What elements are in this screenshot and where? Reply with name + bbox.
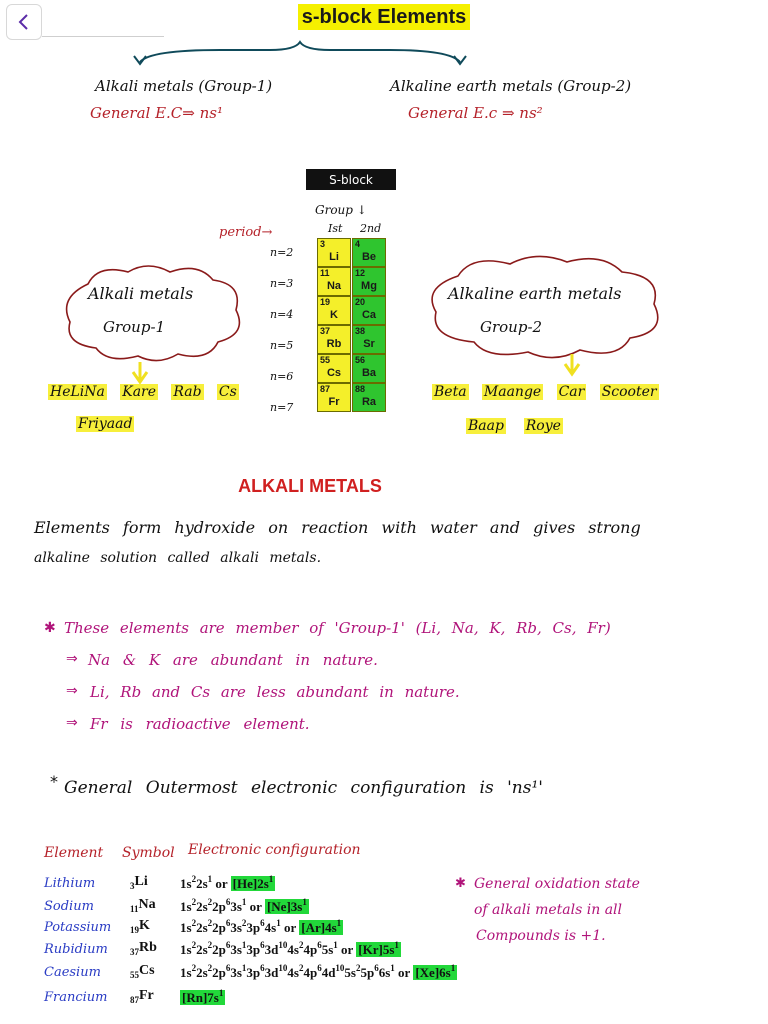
period-number: n=3 [270,277,294,290]
config-caesium: $1s^22s^22p^63s^13p^63d^{10}4s^24p^64d^{10}5s^25p^66s^1$ or $[Xe]6s^1$ [180,963,456,980]
symbol-text: Rb [139,940,157,955]
element-name: Lithium [44,876,96,891]
group1-column-label: Ist [328,222,343,235]
symbol-text: Cs [139,963,155,978]
period-label: period→ [219,225,273,240]
atomic-number: 19 [130,924,139,935]
section-heading: ALKALI METALS [238,476,382,496]
cloud-left-line2: Group-1 [103,318,166,336]
element-cell [317,383,351,412]
element-symbol [130,897,156,914]
or-word: or [215,876,228,891]
sblock-label: S-block [306,169,396,190]
mnemonic-word: Baap [468,418,504,434]
element-cell [317,296,351,325]
config-sodium: $1s^22s^22p^63s^1$ or $[Ne]3s^1$ [180,897,307,914]
period-number: n=6 [270,370,294,383]
atomic-number: 55 [130,969,139,980]
element-cell [352,354,386,383]
element-cell [352,383,386,412]
atomic-number: 3 [320,239,326,249]
atomic-number: 19 [320,297,331,307]
cloud-left-line1: Alkali metals [88,284,194,303]
element-symbol: Li [329,251,339,263]
config-potassium: $1s^22s^22p^63s^23p^64s^1$ or $[Ar]4s^1$ [180,918,342,935]
element-symbol: Ba [361,367,377,379]
period-number: n=5 [270,339,294,352]
atomic-number: 87 [320,384,331,394]
element-cell [317,354,351,383]
cloud-right [422,250,672,364]
symbol-text: Li [134,874,148,889]
group2-column-label: 2nd [360,222,382,235]
or-word: or [398,965,411,980]
col-header-symbol: Symbol [122,845,175,861]
config-rubidium: $1s^22s^22p^63s^13p^63d^{10}4s^24p^65s^1$ or $[Kr]5s^1$ [180,940,399,957]
element-name: Francium [44,990,108,1005]
star-icon: * [50,772,58,791]
element-symbol: Na [326,280,342,292]
mnemonic-word: Rab [173,384,202,400]
cloud-left [58,262,248,366]
symbol-text: Fr [139,988,154,1003]
element-name: Sodium [44,899,94,914]
symbol-text: K [139,918,150,933]
note-line3: Compounds is +1. [476,928,606,944]
element-symbol: Sr [363,338,375,350]
point-radioactive: Fr is radioactive element. [90,715,310,733]
implies-icon: ⇒ [66,683,78,699]
element-symbol [130,940,157,957]
element-symbol: Mg [361,280,377,292]
general-config: General Outermost electronic configuration is 'ns¹' [64,778,543,798]
element-symbol: K [330,309,338,321]
arrow-down-icon [130,360,150,386]
atomic-number: 11 [320,268,330,278]
star-icon: ✱ [44,620,56,636]
mnemonic-word: Cs [218,384,237,400]
mnemonic-right-2 [466,418,563,434]
element-symbol [130,918,150,935]
atomic-number: 12 [355,268,366,278]
cloud-right-line2: Group-2 [480,318,543,336]
star-icon: ✱ [455,876,466,891]
period-number: n=4 [270,308,294,321]
arrow-down-icon [562,352,582,378]
symbol-text: Na [138,897,156,912]
mnemonic-word: Beta [434,384,467,400]
point-abundant: Na & K are abundant in nature. [88,651,378,669]
element-symbol [130,874,148,891]
header-divider [42,36,164,37]
element-symbol: Fr [328,396,340,408]
note-line1: General oxidation state [474,876,640,892]
element-name: Potassium [44,920,112,935]
mnemonic-word: Scooter [601,384,657,400]
col-header-config: Electronic configuration [188,842,361,858]
note-line2: of alkali metals in all [474,902,623,918]
element-cell [317,238,351,267]
element-symbol [130,963,155,980]
atomic-number: 88 [355,384,366,394]
element-symbol: Cs [326,367,342,379]
atomic-number: 87 [130,994,139,1005]
point-group1: These elements are member of 'Group-1' (Li, Na, K, Rb, Cs, Fr) [64,619,611,637]
group1-general-ec: General E.C⇒ ns¹ [90,104,223,122]
mnemonic-word: Kare [122,384,157,400]
element-symbol: Ra [361,396,377,408]
group-label: Group ↓ [315,203,367,217]
page-title: s-block Elements [0,6,768,29]
element-cell [352,238,386,267]
mnemonic-left [48,384,239,400]
mnemonic-word: Friyaad [78,416,133,432]
definition-line2: alkaline solution called alkali metals. [34,550,322,566]
atomic-number: 56 [355,355,366,365]
group2-title: Alkaline earth metals (Group-2) [390,77,632,95]
element-name: Caesium [44,965,101,980]
or-word: or [341,942,354,957]
mnemonic-right [432,384,659,400]
group1-title: Alkali metals (Group-1) [95,77,273,95]
element-cell [352,267,386,296]
cloud-right-line1: Alkaline earth metals [448,284,622,303]
atomic-number: 38 [355,326,366,336]
atomic-number: 37 [130,946,139,957]
atomic-number: 3 [130,880,135,891]
mnemonic-word: Car [558,384,585,400]
element-cell [352,325,386,354]
config-francium: $[Rn]7s^1$ [182,988,224,1005]
mnemonic-left-2 [76,416,134,432]
mnemonic-word: Roye [525,418,561,434]
col-header-element: Element [44,845,104,861]
element-cell [352,296,386,325]
atomic-number: 55 [320,355,331,365]
period-number: n=7 [270,401,294,414]
element-cell [317,267,351,296]
mnemonic-word: Maange [483,384,542,400]
atomic-number: 11 [130,903,139,914]
group2-general-ec: General E.c ⇒ ns² [408,104,543,122]
element-cell [317,325,351,354]
implies-icon: ⇒ [66,715,78,731]
mnemonic-word: HeLiNa [50,384,105,400]
element-symbol: Be [361,251,377,263]
point-less-abundant: Li, Rb and Cs are less abundant in nature. [90,683,460,701]
atomic-number: 37 [320,326,331,336]
atomic-number: 20 [355,297,366,307]
element-symbol [130,988,154,1005]
implies-icon: ⇒ [66,651,78,667]
definition-line1: Elements form hydroxide on reaction with water and gives strong [34,518,641,537]
element-symbol: Rb [326,338,342,350]
period-number: n=2 [270,246,294,259]
or-word: or [283,920,297,935]
element-name: Rubidium [44,942,108,957]
atomic-number: 4 [355,239,361,249]
element-symbol: Ca [361,309,377,321]
or-word: or [249,899,262,914]
config-lithium: $1s^22s^1$ or $[He]2s^1$ [180,874,274,891]
branch-arrows [110,40,480,74]
